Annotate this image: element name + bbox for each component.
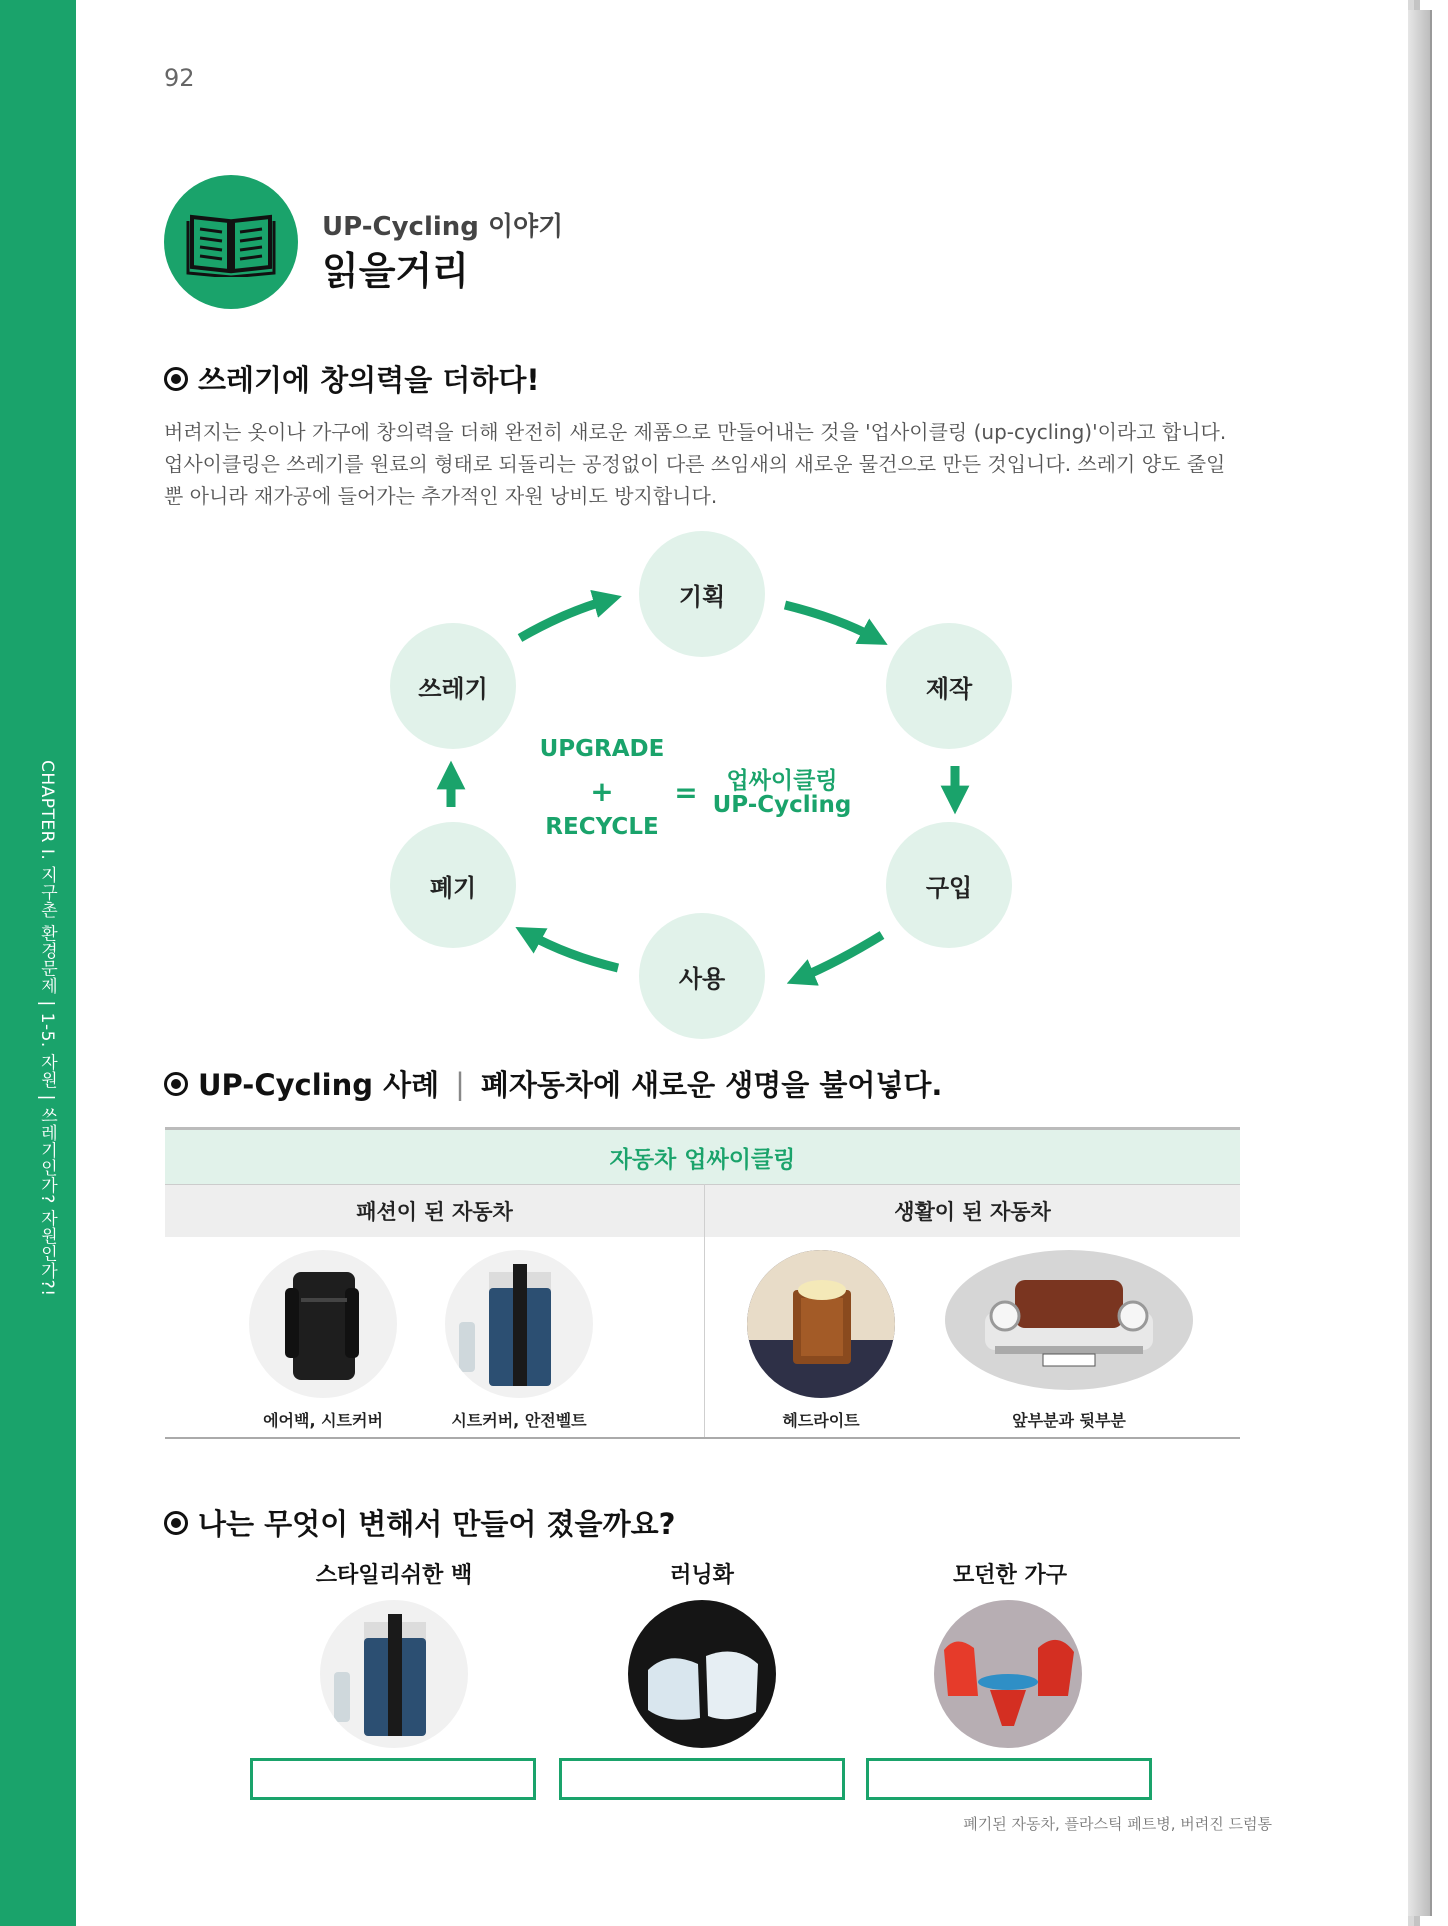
target-bullet-icon	[164, 1511, 188, 1535]
item-airbag-bag	[238, 1250, 408, 1431]
recycle-label: RECYCLE	[545, 814, 659, 840]
section2-heading-sub: 폐자동차에 새로운 생명을 불어넣다.	[480, 1068, 943, 1102]
arrow-buy-to-use	[800, 935, 882, 978]
cycle-node-discard: 폐기	[390, 822, 516, 948]
blue-bag-image	[445, 1250, 593, 1398]
quiz-bag-image	[320, 1600, 468, 1748]
arrow-use-to-discard	[528, 934, 618, 968]
heading-divider: |	[455, 1066, 465, 1101]
section1-paragraph: 버려지는 옷이나 가구에 창의력을 더해 완전히 새로운 제품으로 만들어내는 것을 '업사이클링 (up-cycling)'이라고 합니다. 업사이클링은 쓰레기를 원료의 형태로 되돌리는 공정없이 다른 쓰임새의 새로운 물건으로 만든 것입니다. 쓰레기 양도 줄일 뿐 아니라 재가공에 들어가는 추가적인 자원 낭비도 방지합니다.	[164, 420, 1227, 508]
item-caption: 앞부분과 뒷부분	[1012, 1411, 1126, 1430]
cycle-node-make: 제작	[886, 623, 1012, 749]
upcycling-en-label: UP-Cycling	[712, 792, 852, 818]
plus-sign: +	[590, 775, 614, 808]
cycle-node-plan: 기획	[639, 531, 765, 657]
quiz-label-furniture: 모던한 가구	[953, 1563, 1067, 1588]
cycle-node-trash: 쓰레기	[390, 623, 516, 749]
chapter-label: CHAPTER I. 지구촌 환경문제 | 1-5. 자원 | 쓰레기인가? 자원인가?!	[37, 760, 57, 1297]
quiz-label-shoes: 러닝화	[670, 1563, 734, 1588]
car-sofa-image	[945, 1250, 1193, 1390]
upcycling-ko-label: 업싸이클링	[726, 768, 838, 794]
quiz-label-bag: 스타일리쉬한 백	[315, 1563, 473, 1588]
arrow-plan-to-make	[785, 605, 875, 638]
section3-heading	[164, 1502, 675, 1543]
cycle-node-use: 사용	[639, 913, 765, 1039]
quiz-shoes-image	[628, 1600, 776, 1748]
equals-sign: =	[674, 776, 698, 809]
item-caption: 헤드라이트	[782, 1411, 860, 1430]
item-headlight	[736, 1250, 906, 1431]
page-number: 92	[164, 64, 195, 92]
column-fashion: 패션이 된 자동차	[165, 1185, 705, 1238]
section3-heading-text: 나는 무엇이 변해서 만들어 졌을까요?	[198, 1507, 676, 1541]
answer-box-furniture[interactable]	[866, 1758, 1152, 1800]
header-subtitle: UP-Cycling 이야기	[322, 212, 564, 242]
section2-heading-text: UP-Cycling 사례	[198, 1068, 440, 1102]
item-seatcover-bag	[434, 1250, 604, 1431]
item-caption: 시트커버, 안전벨트	[451, 1411, 587, 1430]
header-title: 읽을거리	[322, 249, 469, 293]
upgrade-label: UPGRADE	[539, 736, 665, 762]
table-title: 자동차 업싸이클링	[165, 1129, 1240, 1185]
item-caption: 에어백, 시트커버	[263, 1411, 383, 1430]
item-car-sofa	[944, 1250, 1194, 1431]
section1-heading-text: 쓰레기에 창의력을 더하다!	[198, 363, 540, 397]
answer-box-shoes[interactable]	[559, 1758, 845, 1800]
column-life: 생활이 된 자동차	[705, 1185, 1241, 1238]
answer-box-bag[interactable]	[250, 1758, 536, 1800]
arrow-trash-to-plan	[520, 600, 608, 638]
target-bullet-icon	[164, 1072, 188, 1096]
section2-heading	[164, 1063, 942, 1104]
black-backpack-image	[249, 1250, 397, 1398]
quiz-furniture-image	[934, 1600, 1082, 1748]
wood-lamp-image	[747, 1250, 895, 1398]
cycle-node-buy: 구입	[886, 822, 1012, 948]
hint-text: 폐기된 자동차, 플라스틱 페트병, 버려진 드럼통	[963, 1815, 1272, 1833]
